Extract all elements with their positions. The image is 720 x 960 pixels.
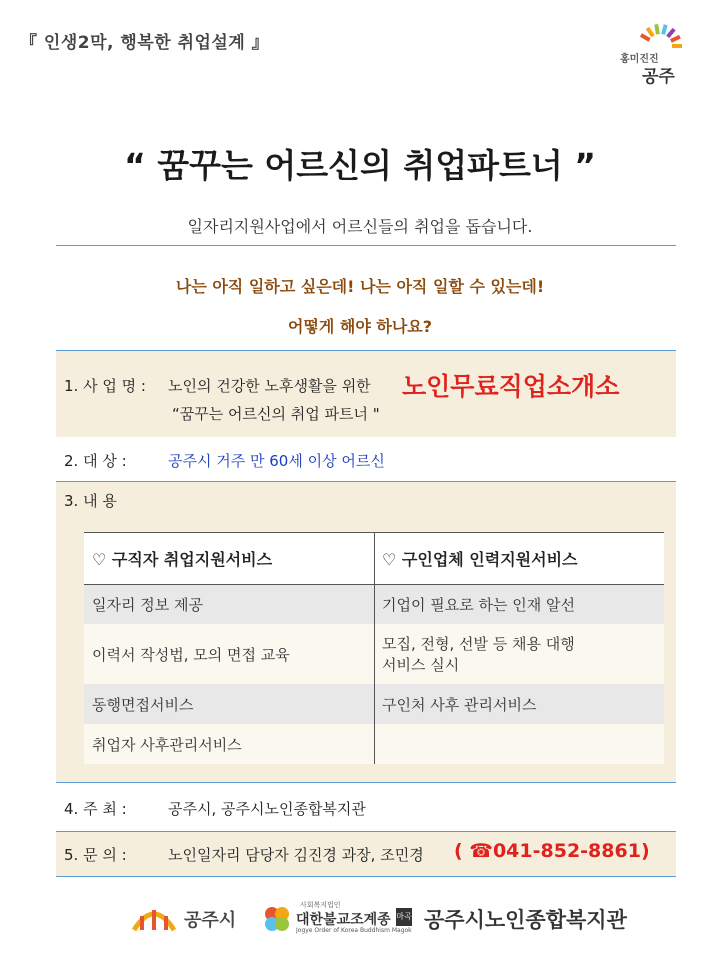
org-welfare-center: 공주시노인종합복지관 [424, 908, 627, 932]
org-buddhism: 대한불교조계종 [296, 912, 391, 928]
project-description: 노인의 건강한 노후생활을 위한 [168, 377, 371, 395]
main-title: “ 꿈꾸는 어르신의 취업파트너 ” [124, 146, 596, 185]
phone-number: ( ☎041-852-8861) [454, 840, 650, 862]
table-cell [374, 624, 664, 684]
section-label: 4. 주 최 : [64, 800, 127, 818]
org-buddhism-type: 사회복지법인 [300, 901, 341, 909]
buddhism-logo-icon [262, 904, 292, 934]
footer-logos [0, 900, 720, 940]
city-logo [612, 22, 702, 86]
section-label: 1. 사 업 명 : [64, 377, 146, 395]
section-label: 3. 내 용 [64, 492, 117, 510]
host-value: 공주시, 공주시노인종합복지관 [168, 800, 366, 818]
question-line-2: 어떻게 해야 하나요? [287, 317, 433, 336]
table-cell: 일자리 정보 제공 [84, 584, 374, 624]
section-inquiry [56, 832, 676, 877]
target-value: 공주시 거주 만 60세 이상 어르신 [168, 452, 385, 470]
table-divider [374, 532, 375, 764]
table-cell: 기업이 필요로 하는 인재 알선 [374, 584, 664, 624]
project-subtitle: “꿈꾸는 어르신의 취업 파트너 " [172, 405, 380, 423]
table-cell: 취업자 사후관리서비스 [84, 724, 374, 764]
campaign-title: 『 인생2막, 행복한 취업설계 』 [20, 33, 270, 53]
table-cell-line: 서비스 실시 [382, 656, 460, 674]
table-cell: 동행면접서비스 [84, 684, 374, 724]
city-name: 공주 [642, 67, 675, 87]
table-header-jobseeker: ♡ 구직자 취업지원서비스 [84, 532, 374, 584]
table-header-employer: ♡ 구인업체 인력지원서비스 [374, 532, 664, 584]
inquiry-value: 노인일자리 담당자 김진경 과장, 조민경 [168, 846, 424, 864]
section-host [56, 783, 676, 832]
subtitle: 일자리지원사업에서 어르신들의 취업을 돕습니다. [187, 217, 533, 236]
table-cell-line: 모집, 전형, 선발 등 채용 대행 [382, 635, 575, 653]
section-label: 2. 대 상 : [64, 452, 127, 470]
table-cell: 이력서 작성법, 모의 면접 교육 [84, 624, 374, 684]
section-target [56, 437, 676, 482]
org-buddhism-en: Jogye Order of Korea Buddhism Magok [296, 927, 412, 934]
project-highlight: 노인무료직업소개소 [402, 372, 620, 401]
org-gongju: 공주시 [184, 910, 237, 931]
table-cell: 구인처 사후 관리서비스 [374, 684, 664, 724]
table-cell [374, 724, 664, 764]
question-line-1: 나는 아직 일하고 싶은데! 나는 아직 일할 수 있는데! [175, 277, 545, 296]
divider [56, 245, 676, 246]
city-slogan: 홍미진진 [620, 54, 659, 65]
gongju-logo-icon [130, 902, 178, 932]
org-buddhism-seal: 마곡 [396, 908, 412, 926]
section-label: 5. 문 의 : [64, 846, 127, 864]
section-project-name [56, 350, 676, 438]
